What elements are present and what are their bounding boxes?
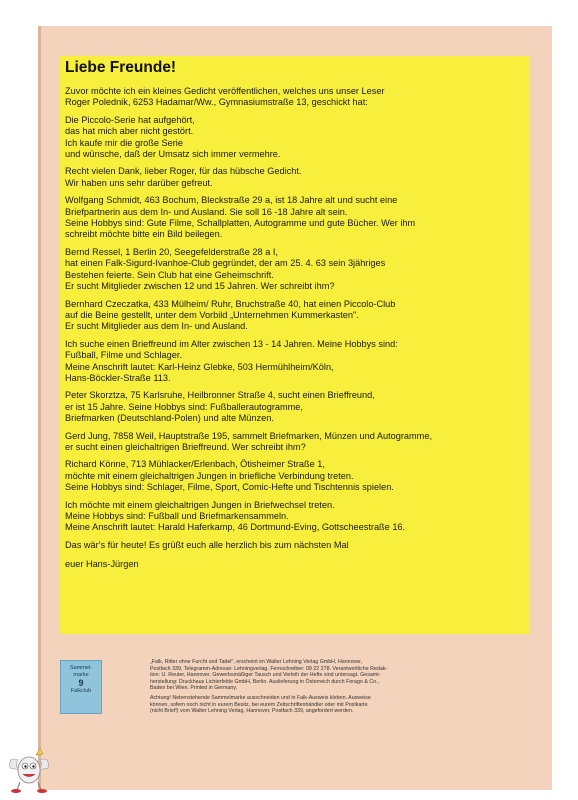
- letter-paragraph: [65, 540, 525, 551]
- letter-paragraph: [65, 339, 525, 385]
- letter-paragraph: [65, 86, 525, 109]
- fine-print-line: tion: U. Reuter, Hannover. Gewerbsmäßiger Tausch und Verleih der Hefte sind untersagt. Gesamt-: [150, 672, 381, 679]
- letters-content: [65, 86, 525, 577]
- text-line: auf die Beine gestellt, unter dem Vorbild „Unternehmen Kummerkasten".: [65, 309, 359, 320]
- letter-paragraph: [65, 390, 525, 424]
- text-line: Er sucht Mitglieder aus dem In- und Ausland.: [65, 321, 248, 332]
- letter-paragraph: [65, 195, 525, 241]
- fine-print-line: herstellung: Druckhaus Lichterfelde GmbH, Berlin. Auslieferung in Österreich durch Forago & Co.,: [150, 678, 380, 685]
- letters-panel: [60, 56, 530, 634]
- fine-print-line: Baden bei Wien. Printed in Germany.: [150, 685, 238, 692]
- stamp-line-2: marke: [73, 671, 89, 678]
- signature: euer Hans-Jürgen: [65, 559, 139, 570]
- letter-paragraph: [65, 166, 525, 189]
- winged-mascot-icon: [6, 746, 52, 796]
- text-line: Meine Hobbys sind: Fußball und Briefmarkensammeln.: [65, 511, 289, 521]
- text-line: Peter Skorztza, 75 Karlsruhe, Heilbronner Straße 4, sucht einen Brieffreund,: [65, 390, 375, 401]
- text-line: schreibt möchte bitte ein Bild beilegen.: [65, 229, 223, 240]
- stamp-line-3: Falkclub: [70, 688, 92, 694]
- letter-paragraph: [65, 431, 525, 454]
- text-line: Meine Anschrift lautet: Karl-Heinz Glebke, 503 Hermühlheim/Köln,: [65, 361, 334, 372]
- text-line: Bernd Ressel, 1 Berlin 20, Seegefelderstraße 28 a I,: [65, 246, 278, 257]
- text-line: Die Piccolo-Serie hat aufgehört,: [65, 114, 195, 125]
- text-line: Briefpartnerin aus dem In- und Ausland. Sie soll 16 -18 Jahre alt sein.: [65, 206, 348, 217]
- letter-paragraph: [65, 299, 525, 333]
- stamp-line-1: Sammel-: [69, 665, 92, 671]
- text-line: Fußball, Filme und Schlager.: [65, 350, 182, 361]
- text-line: er ist 15 Jahre. Seine Hobbys sind: Fußballerautogramme,: [65, 401, 303, 412]
- magazine-page: [38, 26, 552, 790]
- fine-print-line: „Falk, Ritter ohne Furcht und Tadel", erscheint im Walter Lehning Verlag GmbH, Hannover,: [150, 659, 363, 665]
- text-line: Richard Könne, 713 Mühlacker/Erlenbach, Ötisheimer Straße 1,: [65, 459, 325, 470]
- text-line: Ich suche einen Brieffreund im Alter zwischen 13 - 14 Jahren. Meine Hobbys sind:: [65, 338, 398, 349]
- text-line: Bernhard Czeczatka, 433 Mülheim/ Ruhr, Bruchstraße 40, hat einen Piccolo-Club: [65, 298, 396, 309]
- letter-paragraph: [65, 500, 525, 534]
- text-line: Gerd Jung, 7858 Weil, Hauptstraße 195, sammelt Briefmarken, Münzen und Autogramme,: [65, 430, 432, 441]
- collector-stamp: [60, 660, 102, 714]
- text-line: Wir haben uns sehr darüber gefreut.: [65, 177, 213, 188]
- text-line: Ich kaufe mir die große Serie: [65, 137, 183, 148]
- collector-notice: [150, 695, 490, 715]
- text-line: Seine Hobbys sind: Gute Filme, Schallplatten, Autogramme und gute Bücher. Wer ihm: [65, 218, 416, 229]
- text-line: hat einen Falk-Sigurd-Ivanhoe-Club gegründet, der am 25. 4. 63 sein 3jähriges: [65, 258, 386, 269]
- text-line: das hat mich aber nicht gestört.: [65, 126, 194, 137]
- text-line: Recht vielen Dank, lieber Roger, für das hübsche Gedicht.: [65, 166, 302, 177]
- text-line: Hans-Böckler-Straße 113.: [65, 372, 171, 383]
- fine-print-line: Postfach 339, Telegramm-Adresse: Lehningverlag, Fernschreiber: 09 22 278. Verantwortliche Redak-: [150, 665, 388, 672]
- text-line: Er sucht Mitglieder zwischen 12 und 15 Jahren. Wer schreibt ihm?: [65, 281, 335, 292]
- text-line: Meine Anschrift lautet: Harald Haferkamp, 46 Dortmund-Eving, Gottscheestraße 16.: [65, 522, 406, 533]
- text-line: er sucht einen gleichaltrigen Brieffreund. Wer schreibt ihm?: [65, 441, 306, 452]
- text-line: und wünsche, daß der Umsatz sich immer vermehre.: [65, 149, 281, 160]
- fine-print-line: können, sofern noch nicht in eurem Besitz, bei eurem Zeitschriftenhändler oder mit Postkarte: [150, 701, 368, 708]
- stamp-number: 9: [78, 678, 84, 688]
- text-line: Seine Hobbys sind: Schlager, Filme, Sport, Comic-Hefte und Tischtennis spielen.: [65, 482, 394, 493]
- publisher-imprint: [150, 659, 490, 692]
- text-line: Zuvor möchte ich ein kleines Gedicht veröffentlichen, welches uns unser Leser: [65, 86, 385, 96]
- text-line: möchte mit einem gleichaltrigen Jungen in briefliche Verbindung treten.: [65, 470, 354, 481]
- letter-paragraph: [65, 459, 525, 493]
- page-edge: [38, 26, 41, 790]
- fine-print: [150, 659, 490, 715]
- page-title: Liebe Freunde!: [65, 59, 177, 76]
- text-line: Das wär's für heute! Es grüßt euch alle herzlich bis zum nächsten Mal: [65, 539, 349, 550]
- text-line: Roger Polednik, 6253 Hadamar/Ww., Gymnasiumstraße 13, geschickt hat:: [65, 97, 368, 108]
- letter-paragraph: [65, 115, 525, 161]
- text-line: Ich möchte mit einem gleichaltrigen Jungen in Briefwechsel treten.: [65, 499, 335, 510]
- fine-print-line: (nicht Brief!) vom Walter Lehning Verlag, Hannover, Postfach 339, angefordert werden.: [150, 708, 354, 715]
- text-line: Briefmarken (Deutschland-Polen) und alte Münzen.: [65, 413, 274, 424]
- letter-paragraph: [65, 247, 525, 293]
- fine-print-line: Achtung! Nebenstehende Sammelmarke ausschneiden und in Falk-Ausweis kleben. Ausweise: [150, 694, 371, 701]
- text-line: Wolfgang Schmidt, 463 Bochum, Bleckstraße 29 a, ist 18 Jahre alt und sucht eine: [65, 195, 398, 206]
- text-line: Bestehen feierte. Sein Club hat eine Geheimschrift.: [65, 269, 274, 280]
